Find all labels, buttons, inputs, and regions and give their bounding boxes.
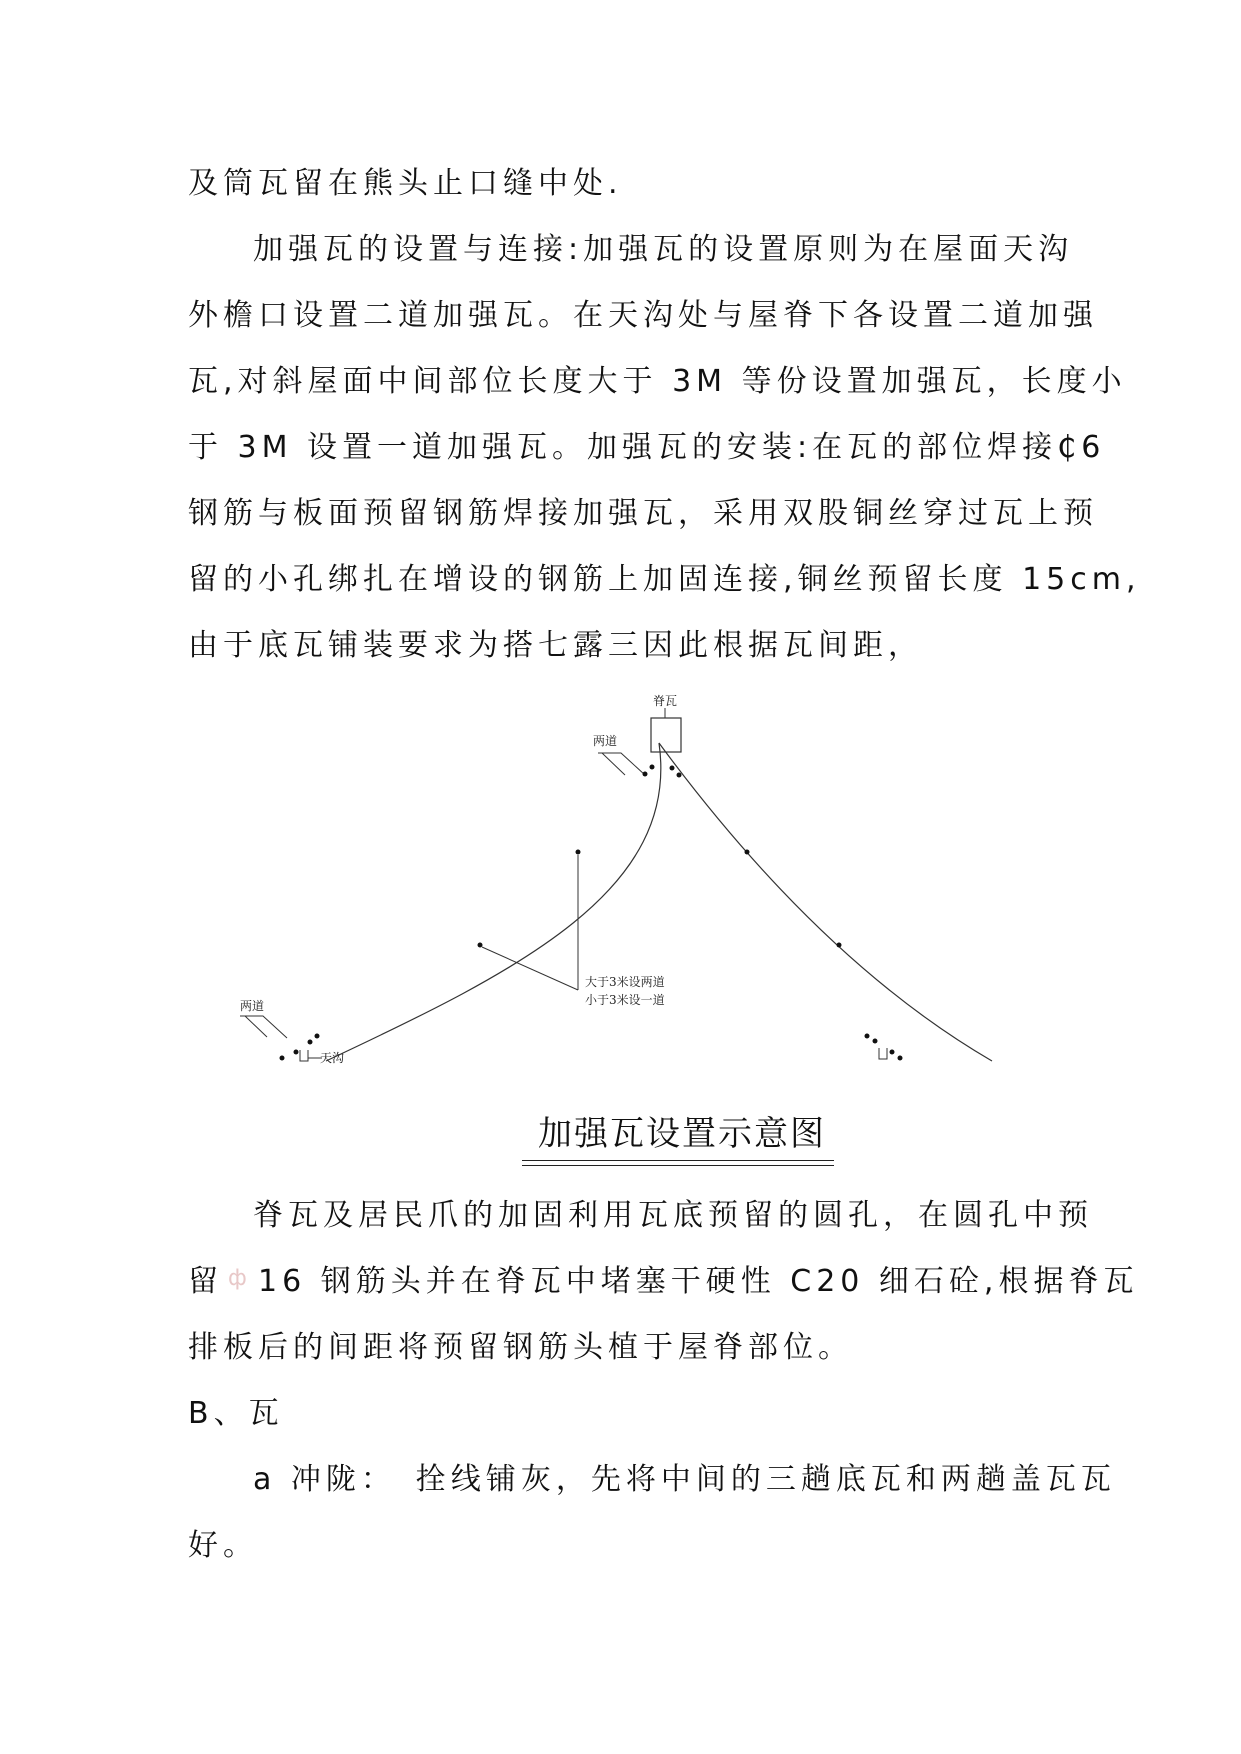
body-line-13: a 冲陇： 拴线铺灰，先将中间的三趟底瓦和两趟盖瓦瓦	[253, 1462, 1116, 1497]
label-two-left: 两道	[240, 999, 265, 1013]
gutter-left	[300, 1050, 308, 1061]
caption-rule-1	[522, 1160, 834, 1161]
tile-dot	[898, 1056, 903, 1061]
tile-dot	[294, 1050, 299, 1055]
ridge-tile	[651, 718, 681, 752]
tile-dot	[650, 765, 655, 770]
body-line-5: 于 3M 设置一道加强瓦。加强瓦的安装:在瓦的部位焊接₵6	[188, 430, 1106, 465]
body-line-10b: 16 钢筋头并在脊瓦中堵塞干硬性 C20 细石砼,根据脊瓦	[258, 1264, 1139, 1299]
tile-dot	[478, 943, 483, 948]
caption-rule-2	[522, 1165, 834, 1166]
tile-dot	[576, 850, 581, 855]
body-line-9: 脊瓦及居民爪的加固利用瓦底预留的圆孔，在圆孔中预	[253, 1198, 1093, 1233]
label-gt3: 大于3米设两道	[585, 975, 665, 989]
leader-left	[240, 1016, 287, 1038]
body-line-14: 好。	[188, 1528, 258, 1563]
rebar-symbol-icon: ф	[228, 1266, 247, 1291]
label-gutter: 天沟	[320, 1051, 345, 1065]
reinforcing-tile-diagram	[240, 680, 1030, 1100]
body-line-12: B、瓦	[188, 1396, 284, 1431]
body-line-2: 加强瓦的设置与连接:加强瓦的设置原则为在屋面天沟	[253, 232, 1074, 267]
body-line-6: 钢筋与板面预留钢筋焊接加强瓦，采用双股铜丝穿过瓦上预	[188, 496, 1098, 531]
tile-dot	[873, 1039, 878, 1044]
tile-dot	[865, 1034, 870, 1039]
tile-dot	[677, 773, 682, 778]
body-line-11: 排板后的间距将预留钢筋头植于屋脊部位。	[188, 1330, 853, 1365]
tile-dot	[280, 1056, 285, 1061]
body-line-4: 瓦,对斜屋面中间部位长度大于 3M 等份设置加强瓦，长度小	[188, 364, 1127, 399]
tile-dot	[308, 1040, 313, 1045]
body-line-1: 及筒瓦留在熊头止口缝中处.	[188, 166, 623, 201]
gutter-right	[879, 1048, 887, 1059]
diagram-caption: 加强瓦设置示意图	[538, 1114, 826, 1154]
body-line-7: 留的小孔绑扎在增设的钢筋上加固连接,铜丝预留长度 15cm,	[188, 562, 1141, 597]
tile-dot	[315, 1034, 320, 1039]
tile-dot	[745, 850, 750, 855]
tile-dot	[643, 772, 648, 777]
roof-slope-right	[659, 743, 992, 1061]
roof-slope-left	[326, 743, 661, 1061]
body-line-3: 外檐口设置二道加强瓦。在天沟处与屋脊下各设置二道加强	[188, 298, 1098, 333]
label-lt3: 小于3米设一道	[585, 993, 665, 1007]
label-two-top: 两道	[593, 734, 618, 748]
body-line-8: 由于底瓦铺装要求为搭七露三因此根据瓦间距，	[188, 628, 923, 663]
tile-dot	[890, 1050, 895, 1055]
body-line-10a: 留	[188, 1264, 223, 1299]
tile-dot	[837, 943, 842, 948]
tile-dot	[670, 766, 675, 771]
label-ridge: 脊瓦	[653, 694, 678, 708]
